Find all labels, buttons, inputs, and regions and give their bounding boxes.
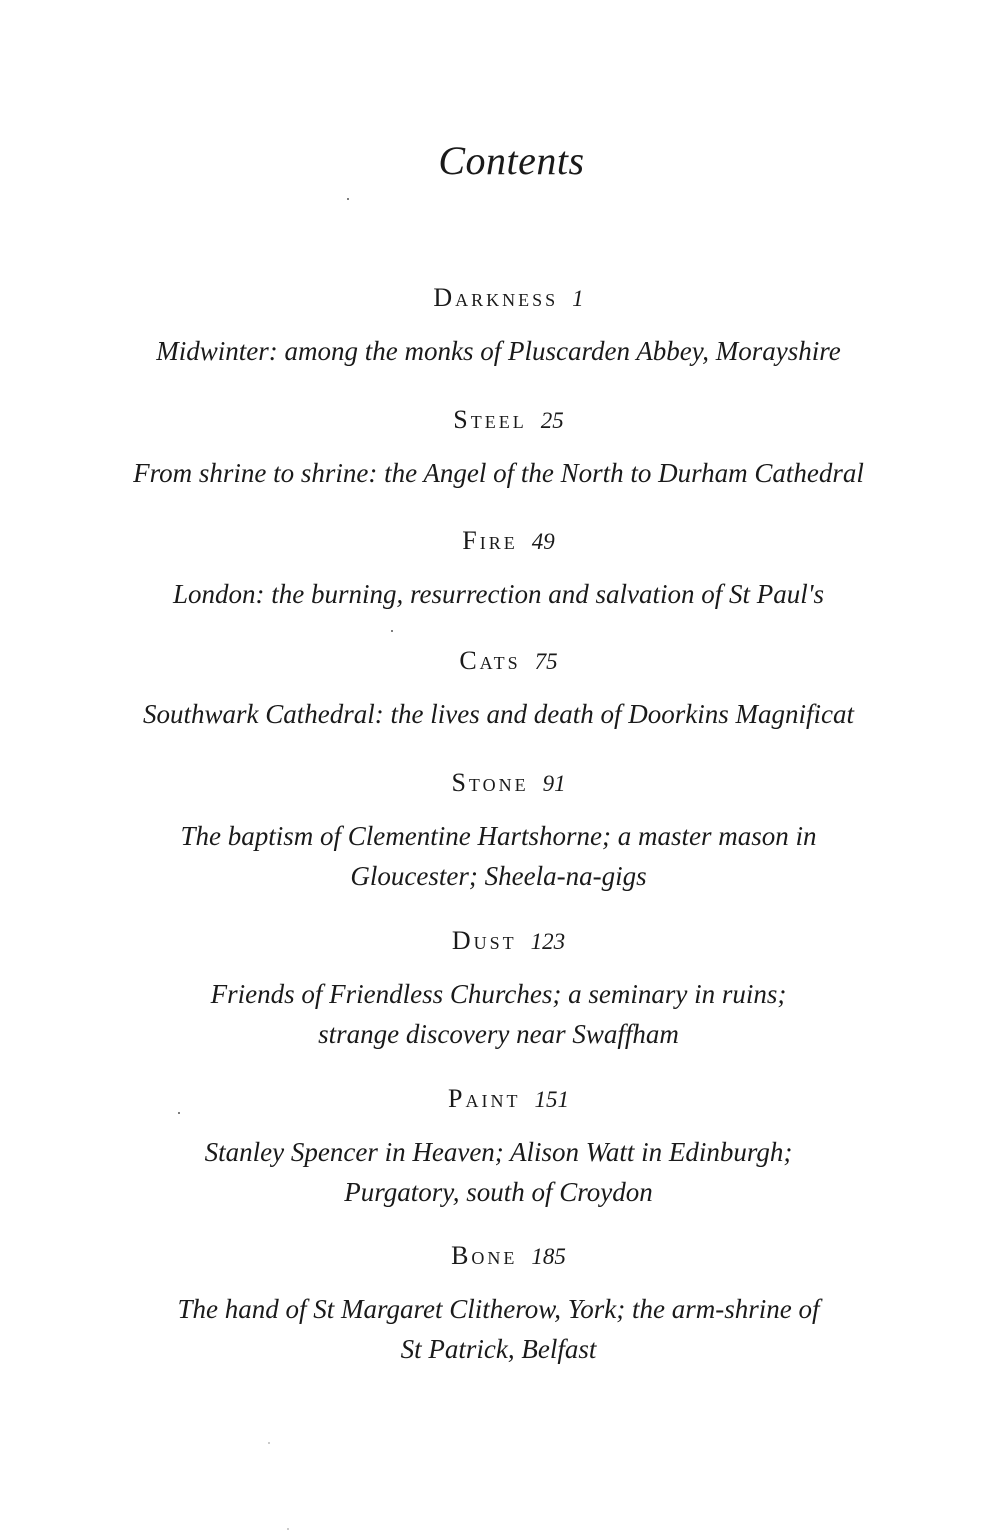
toc-entry-steel[interactable] [0, 404, 997, 493]
chapter-description-line: From shrine to shrine: the Angel of the North to Durham Cathedral [133, 458, 864, 488]
chapter-name: Fire [462, 526, 518, 555]
chapter-page-number: 75 [534, 649, 558, 674]
chapter-page-number: 91 [542, 771, 566, 796]
chapter-description-line: Gloucester; Sheela-na-gigs [350, 861, 647, 891]
chapter-description-line: The hand of St Margaret Clitherow, York; the arm-shrine of [177, 1294, 820, 1324]
chapter-page-number: 151 [534, 1087, 569, 1112]
chapter-heading [0, 925, 997, 958]
scan-speck [287, 1528, 289, 1530]
chapter-description [0, 1289, 997, 1369]
toc-entry-paint[interactable] [0, 1083, 997, 1212]
chapter-description [0, 453, 997, 493]
toc-entry-cats[interactable] [0, 645, 997, 734]
chapter-name: Cats [459, 646, 521, 675]
chapter-description-line: Stanley Spencer in Heaven; Alison Watt in Edinburgh; [204, 1137, 793, 1167]
chapter-description-line: Friends of Friendless Churches; a seminary in ruins; [210, 979, 787, 1009]
scan-speck [347, 198, 349, 200]
chapter-name: Stone [451, 768, 529, 797]
toc-entry-bone[interactable] [0, 1240, 997, 1369]
scan-speck [391, 630, 393, 632]
scan-speck [268, 1442, 270, 1444]
chapter-description-line: Midwinter: among the monks of Pluscarden Abbey, Morayshire [156, 336, 841, 366]
chapter-description [0, 1132, 997, 1212]
chapter-name: Darkness [433, 283, 559, 312]
chapter-description-line: strange discovery near Swaffham [318, 1019, 679, 1049]
toc-entry-dust[interactable] [0, 925, 997, 1054]
toc-entry-darkness[interactable] [0, 282, 997, 371]
chapter-heading [0, 1083, 997, 1116]
chapter-description-line: The baptism of Clementine Hartshorne; a master mason in [180, 821, 817, 851]
chapter-name: Steel [453, 405, 527, 434]
scan-speck [178, 1112, 180, 1114]
chapter-description-line: London: the burning, resurrection and salvation of St Paul's [172, 579, 824, 609]
chapter-description [0, 974, 997, 1054]
chapter-page-number: 185 [531, 1244, 566, 1269]
chapter-heading [0, 645, 997, 678]
chapter-description [0, 816, 997, 896]
chapter-page-number: 123 [530, 929, 566, 954]
chapter-description-line: Southwark Cathedral: the lives and death of Doorkins Magnificat [143, 699, 854, 729]
chapter-page-number: 25 [540, 408, 564, 433]
chapter-heading [0, 404, 997, 437]
chapter-description [0, 694, 997, 734]
chapter-heading [0, 525, 997, 558]
chapter-page-number: 1 [572, 286, 584, 311]
chapter-heading [0, 767, 997, 800]
chapter-heading [0, 282, 997, 315]
chapter-description-line: St Patrick, Belfast [400, 1334, 597, 1364]
chapter-name: Bone [451, 1241, 518, 1270]
chapter-page-number: 49 [531, 529, 555, 554]
chapter-name: Paint [448, 1084, 521, 1113]
chapter-heading [0, 1240, 997, 1273]
chapter-description-line: Purgatory, south of Croydon [344, 1177, 653, 1207]
page-title: Contents [438, 138, 585, 183]
chapter-description [0, 574, 997, 614]
chapter-description [0, 331, 997, 371]
chapter-name: Dust [451, 926, 517, 955]
toc-entry-fire[interactable] [0, 525, 997, 614]
toc-entry-stone[interactable] [0, 767, 997, 896]
